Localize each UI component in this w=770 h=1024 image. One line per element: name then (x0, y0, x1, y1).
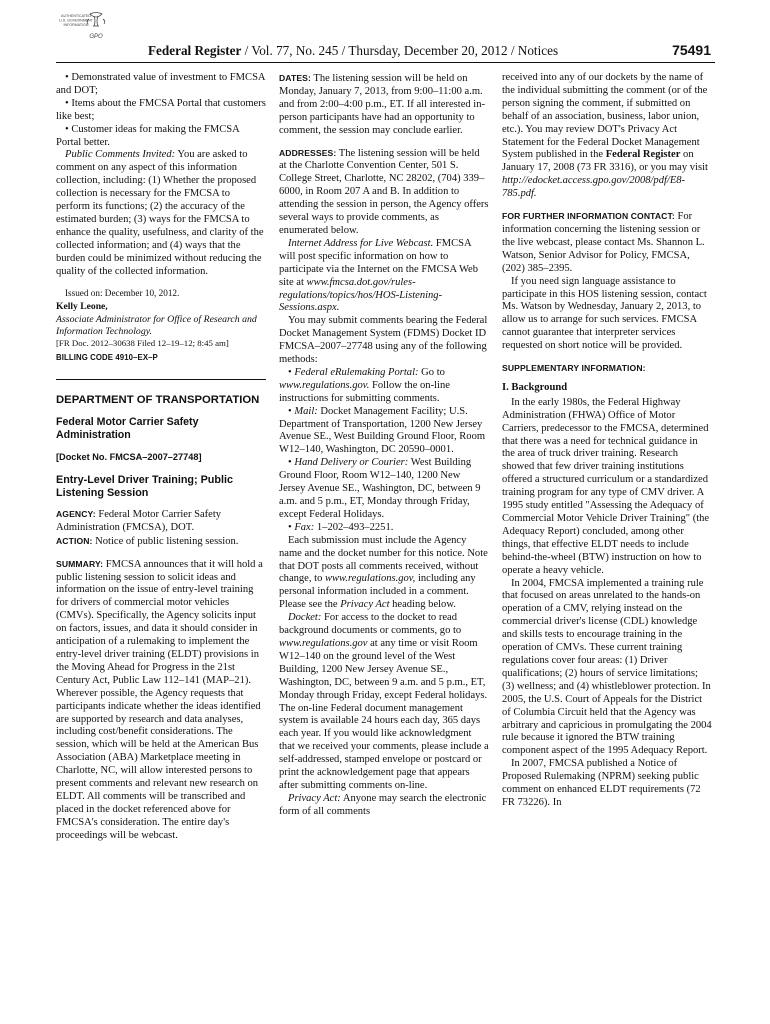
signer-name: Kelly Leone, (56, 301, 108, 313)
submission-text-3: heading below. (389, 599, 456, 611)
webcast-url-link[interactable]: www.fmcsa.dot.gov/rules-regulations/topics/hos/HOS-Listening-Sessions.aspx. (279, 276, 443, 314)
privacy-act-label: Privacy Act: (288, 792, 341, 804)
public-comments-text: You are asked to comment on any aspect of this information collection, including: (1) Whether the proposed collection is necessary for the FMCSA to perform its functions; (2) the accuracy of the estimated burden; (3) ways for the FMCSA to enhance the quality, usefulness, and clarity of the collected information; and (4) ways that the burden could be minimized without reducing the quality of the collected information. (56, 149, 264, 277)
svg-text:INFORMATION: INFORMATION (63, 23, 89, 27)
addresses-paragraph (279, 147, 489, 238)
mail-label: Mail: (294, 405, 318, 417)
svg-text:GPO: GPO (89, 34, 103, 40)
privacy-continuation-text-2: on January 17, 2008 (73 FR 3316), or you may visit (502, 149, 708, 174)
issued-date: Issued on: December 10, 2012. (65, 287, 180, 298)
hand-delivery-label: Hand Delivery or Courier: (294, 457, 409, 469)
fax-text: 1–202–493–2251. (314, 521, 394, 533)
fax-bullet: • Fax: 1–202–493–2251. (288, 521, 394, 533)
hand-delivery-bullet: • Hand Delivery or Courier: West Building Ground Floor, Room W12–140, 1200 New Jersey Avenue SE., Washington, DC, between 9 a.m. and 5 p.m., ET, Monday through Friday, except Federal Holidays. (279, 457, 481, 520)
contact-text: For information concerning the listening session or the live webcast, please contact Ms. Shannon L. Watson, Senior Advisor for Policy, FMCSA, (202) 385–2395. (502, 211, 705, 274)
docket-number: [Docket No. FMCSA–2007–27748] (56, 452, 202, 463)
dates-paragraph (279, 72, 489, 138)
background-paragraph: In 2004, FMCSA implemented a training rule that focused on areas unrelated to the hands-on operation of a CMV, relying instead on the commercial driver's license (CDL) knowledge and skills tests to encourage training in the operation of CMVs. These current training regulations cover four areas: (1) Driver qualifications; (2) hours of service limitations; (3) wellness; and (4) whistleblower protection. In 2005, the U.S. Court of Appeals for the District of Columbia Circuit held that the Agency was arbitrary and capricious in promulgating the 2004 rule because it ignored the BTW training component aspect of the 1995 Adequacy Report. (502, 577, 712, 757)
public-comments-paragraph (56, 149, 266, 278)
header-title (148, 43, 715, 59)
portal-text: Go to (418, 366, 445, 378)
privacy-continuation-paragraph (502, 72, 712, 201)
webcast-text: FMCSA will post specific information on how to participate via the Internet on the FMCSA Web site at (279, 237, 479, 288)
supplementary-information-label: SUPPLEMENTARY INFORMATION: (502, 363, 646, 374)
agency-label: AGENCY: (56, 508, 96, 519)
portal-text-2: Follow the on-line instructions for submitting comments. (279, 379, 450, 404)
background-heading: I. Background (502, 381, 568, 393)
background-paragraph: In 2007, FMCSA published a Notice of Proposed Rulemaking (NPRM) seeking public comment on enhanced ELDT requirements (72 FR 73226). In (502, 758, 701, 808)
hand-delivery-text: West Building Ground Floor, Room W12–140, 1200 New Jersey Avenue SE., Washington, DC, between 9 a.m. and 5 p.m., ET, Monday through Friday, except Federal Holidays. (279, 457, 481, 520)
action-line (56, 535, 266, 549)
regulations-gov-link[interactable]: www.regulations.gov, (324, 573, 416, 585)
background-paragraph: In the early 1980s, the Federal Highway Administration (FHWA) Office of Motor Carriers, predecessor to the FMCSA, determined that there was a need for technical guidance in the area of truck driver training. Research showed that few driver training institutions offered a structured curriculum or a standardized training program for any type of CMV driver. A 1995 study entitled "Assessing the Adequacy of Commercial Motor Vehicle Driver Training" (the Adequacy Report) concluded, among other things, that effective ELDT needs to include behind-the-wheel (BTW) instruction on how to operate a heavy vehicle. (502, 396, 710, 576)
bullet-item: • Items about the FMCSA Portal that customers like best; (56, 97, 266, 122)
docket-text-2: at any time or visit Room W12–140 on the ground level of the West Building, 1200 New Jersey Avenue SE., Washington, DC, between 9 a.m. and 5 p.m., ET, Monday through Friday, except Federal holidays. The on-line Federal document management system is available 24 hours each day, 365 days each year. If you would like acknowledgment that we received your comments, please include a self-addressed, stamped envelope or postcard or print the acknowledgement page that appears after submitting comments on-line. (279, 637, 489, 791)
sign-language-paragraph: If you need sign language assistance to participate in this HOS listening session, contact Ms. Watson by Wednesday, January 2, 2013, to allow us to arrange for such services. FMCSA cannot guarantee that interpreter services requested on short notice will be provided. (502, 275, 707, 352)
header-details: / Vol. 77, No. 245 / Thursday, December 20, 2012 / Notices (241, 43, 559, 58)
privacy-act-paragraph (279, 793, 489, 819)
public-comments-label: Public Comments Invited: (65, 149, 176, 161)
fax-label: Fax: (294, 521, 315, 533)
docket-paragraph (279, 612, 489, 793)
column-2 (279, 72, 489, 819)
contact-paragraph (502, 210, 712, 276)
bullet-item: • Customer ideas for making the FMCSA Portal better. (56, 123, 240, 148)
bullet-item: • Demonstrated value of investment to FMCSA and DOT; (56, 72, 265, 96)
submission-paragraph (279, 535, 489, 612)
department-heading: DEPARTMENT OF TRANSPORTATION (56, 393, 260, 406)
page-number: 75491 (672, 42, 711, 58)
portal-bullet: • Federal eRulemaking Portal: Go to www.regulations.gov. Follow the on-line instructions for submitting comments. (279, 366, 450, 404)
summary-label: SUMMARY: (56, 558, 104, 569)
submission-text: Each submission must include the Agency name and the docket number for this notice. Note that DOT posts all comments received, without change, to (279, 534, 488, 585)
dates-text: The listening session will be held on Monday, January 7, 2013, from 9:00–11:00 a.m. and from 2:00–4:00 p.m., ET. If all interested in-person participants have had an opportunity to comment, the session may conclude earlier. (279, 73, 486, 136)
docket-text: For access to the docket to read background documents or comments, go to (279, 612, 462, 637)
summary-text: FMCSA announces that it will hold a public listening session to solicit ideas and information on the issue of entry-level training for drivers of commercial motor vehicles (CMVs). Specifically, the Agency solicits input on factors, issues, and data it should consider in anticipation of a rulemaking to implement the entry-level driver training (ELDT) provisions in the Moving Ahead for Progress in the 21st Century Act, Public Law 112–141 (MAP–21). Wherever possible, the Agency requests that participants indicate whether the ideas identified are supported by research and data analyses, including cost/benefit considerations. The session, which will be held at the American Bus Association (ABA) Marketplace meeting in Charlotte, NC, will allow interested persons to present comments and relevant new research on ELDT. All comments will be transcribed and placed in the docket referenced above for FMCSA's consideration. The entire day's proceedings will be webcast. (56, 558, 263, 841)
action-label: ACTION: (56, 535, 93, 546)
action-text: Notice of public listening session. (92, 535, 239, 547)
federal-register-reference: Federal Register (605, 149, 681, 161)
fr-doc-line: [FR Doc. 2012–30638 Filed 12–19–12; 8:45 am] (56, 337, 229, 348)
edocket-link[interactable]: http://edocket.access.gpo.gov/2008/pdf/E8-785.pdf. (502, 175, 686, 200)
contact-label: FOR FURTHER INFORMATION CONTACT: (502, 211, 675, 222)
privacy-act-reference: Privacy Act (340, 599, 390, 611)
header-publication: Federal Register (148, 43, 242, 58)
svg-text:AUTHENTICATED: AUTHENTICATED (61, 14, 91, 18)
document-title: Entry-Level Driver Training; Public Listening Session (56, 474, 233, 500)
mail-bullet: • Mail: Docket Management Facility; U.S. Department of Transportation, 1200 New Jersey Avenue SE., West Building Ground Floor, Room W12–140, Washington, DC 20590–0001. (279, 405, 486, 456)
section-divider (56, 379, 266, 380)
portal-label: Federal eRulemaking Portal: (294, 366, 419, 378)
agency-heading: Federal Motor Carrier Safety Administration (56, 416, 199, 441)
column-1 (56, 72, 266, 843)
signer-title: Associate Administrator for Office of Research and Information Technology. (56, 314, 257, 337)
privacy-continuation-text: received into any of our dockets by the name of the individual submitting the comment (or of the person signing the comment, if submitted on behalf of an association, business, labor union, etc.). You may review DOT's Privacy Act Statement for the Federal Docket Management System published in the (502, 72, 708, 161)
regulations-gov-link[interactable]: www.regulations.gov (279, 637, 368, 649)
svg-text:U.S. GOVERNMENT: U.S. GOVERNMENT (59, 18, 93, 23)
dates-label: DATES: (279, 73, 311, 83)
gpo-authentication-seal-icon (56, 10, 118, 44)
docket-label: Docket: (288, 612, 322, 624)
billing-code: BILLING CODE 4910–EX–P (56, 352, 158, 362)
webcast-label: Internet Address for Live Webcast. (288, 237, 434, 249)
mail-text: Docket Management Facility; U.S. Department of Transportation, 1200 New Jersey Avenue SE., West Building Ground Floor, Room W12–140, Washington, DC 20590–0001. (279, 405, 486, 456)
regulations-gov-link[interactable]: www.regulations.gov. (279, 379, 370, 391)
submission-text-2: including any personal information included in a comment. Please see the (279, 573, 476, 611)
addresses-text: The listening session will be held at the Charlotte Convention Center, 501 S. College Street, Charlotte, NC 28202, (704) 339–6000, in Room 207 A and B. In addition to attending the session in person, the Agency offers several ways to provide comments, as enumerated below. (279, 147, 489, 236)
webcast-paragraph (279, 238, 489, 315)
column-3 (502, 72, 712, 810)
agency-text: Federal Motor Carrier Safety Administration (FMCSA), DOT. (56, 508, 222, 533)
summary-paragraph (56, 558, 266, 843)
submit-paragraph: You may submit comments bearing the Federal Docket Management System (FDMS) Docket ID FMCSA–2007–27748 using any of the following methods: (279, 315, 488, 366)
privacy-act-text: Anyone may search the electronic form of all comments (279, 792, 487, 817)
addresses-label: ADDRESSES: (279, 147, 337, 158)
agency-line (56, 508, 266, 535)
running-header (56, 40, 715, 63)
